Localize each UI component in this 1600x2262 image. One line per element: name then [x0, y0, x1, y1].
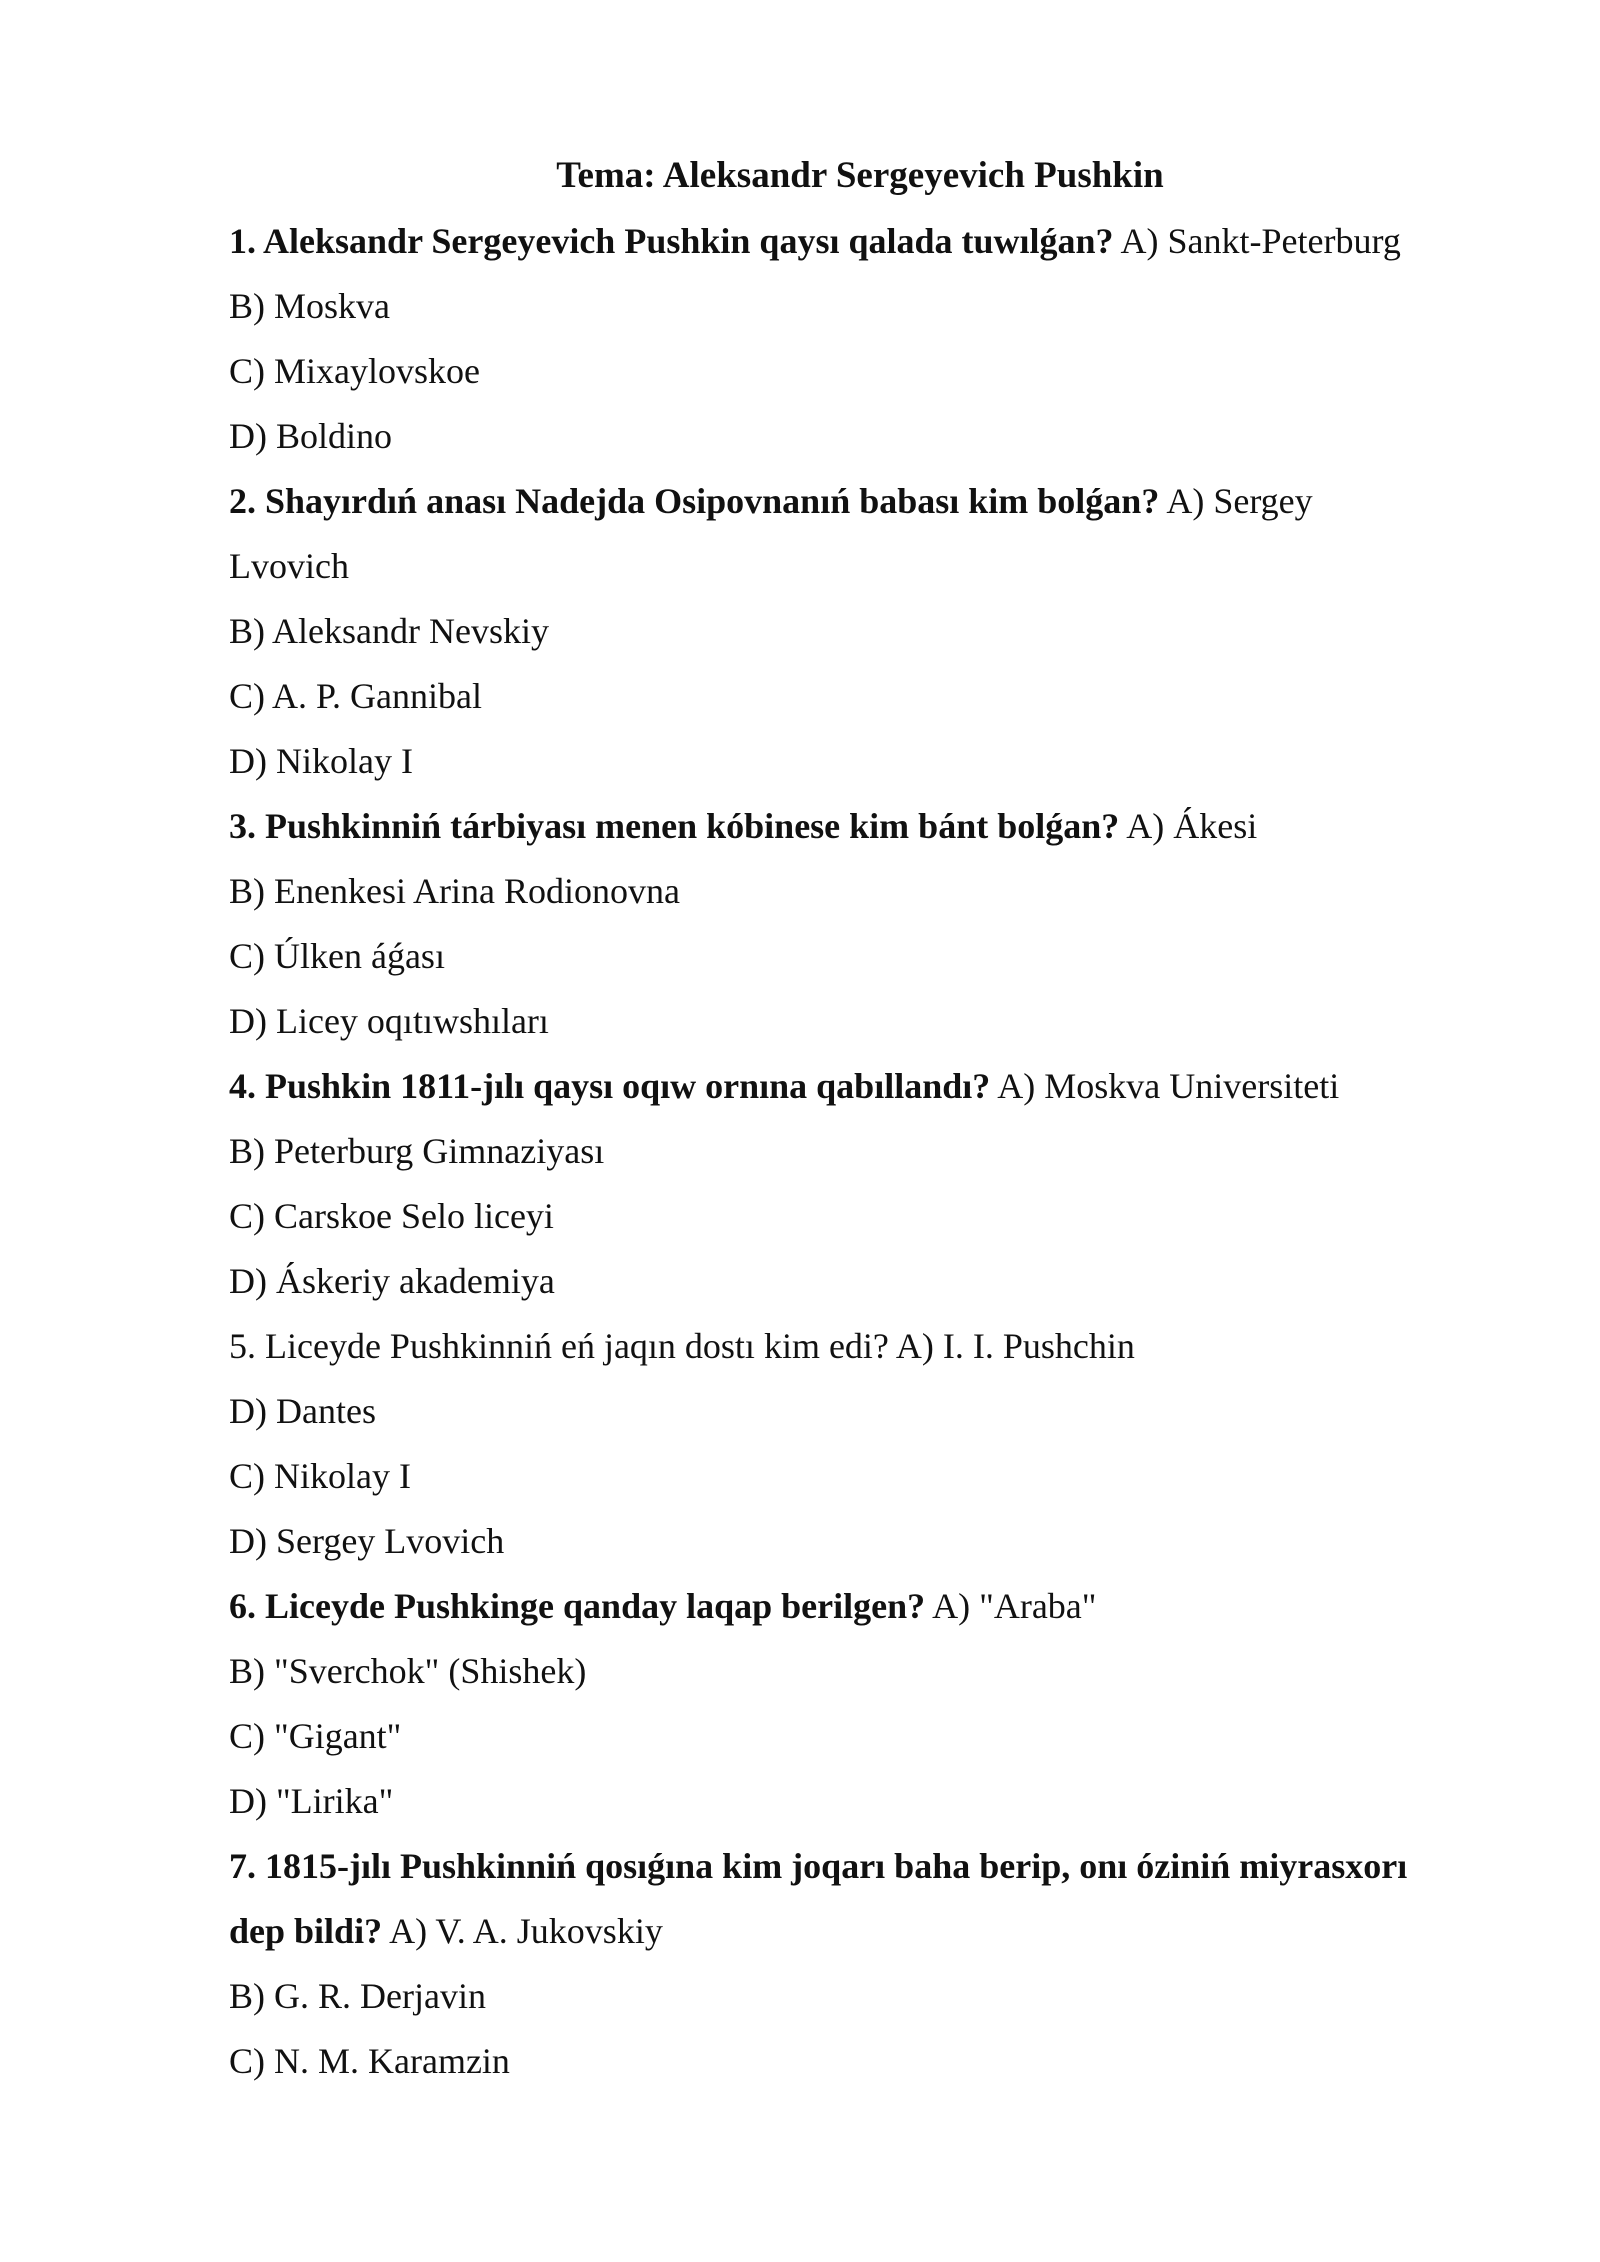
- question-1: [229, 215, 1479, 280]
- question-6-option-a: A) "Araba": [932, 1586, 1097, 1626]
- question-1-option-b: B) Moskva: [229, 286, 390, 326]
- question-3-text: 3. Pushkinniń tárbiyası menen kóbinese kim bánt bolǵan?: [229, 806, 1120, 846]
- question-1-option-a: A) Sankt-Peterburg: [1120, 221, 1401, 261]
- question-6-option-d: D) "Lirika": [229, 1781, 394, 1821]
- question-3-option-d: D) Licey oqıtıwshıları: [229, 1001, 549, 1041]
- question-2-text: 2. Shayırdıń anası Nadejda Osipovnanıń babası kim bolǵan?: [229, 481, 1160, 521]
- question-3-option-c: C) Úlken áǵası: [229, 936, 445, 976]
- question-4-option-b: B) Peterburg Gimnaziyası: [229, 1131, 605, 1171]
- question-3-option-a: A) Ákesi: [1126, 806, 1258, 846]
- question-5-option-2: D) Dantes: [229, 1391, 376, 1431]
- question-2-option-a: A) Sergey: [1166, 481, 1313, 521]
- question-2-option-b: B) Aleksandr Nevskiy: [229, 611, 549, 651]
- question-6-option-c: C) "Gigant": [229, 1716, 402, 1756]
- question-5-text: 5. Liceyde Pushkinniń eń jaqın dostı kim edi?: [229, 1326, 889, 1366]
- question-7-text-line1: 7. 1815-jılı Pushkinniń qosıǵına kim joqarı baha berip, onı óziniń miyrasxorı: [229, 1846, 1408, 1886]
- question-1-option-c: C) Mixaylovskoe: [229, 351, 480, 391]
- question-4-option-d: D) Áskeriy akademiya: [229, 1261, 555, 1301]
- question-1-text: 1. Aleksandr Sergeyevich Pushkin qaysı qalada tuwılǵan?: [229, 221, 1114, 261]
- question-7-option-c: C) N. M. Karamzin: [229, 2041, 510, 2081]
- question-list: [229, 215, 1479, 2100]
- question-6: [229, 1580, 1479, 1645]
- question-7-text-line2: dep bildi?: [229, 1911, 383, 1951]
- question-4-text: 4. Pushkin 1811-jılı qaysı oqıw ornına qabıllandı?: [229, 1066, 991, 1106]
- question-6-option-b: B) "Sverchok" (Shishek): [229, 1651, 587, 1691]
- question-6-text: 6. Liceyde Pushkinge qanday laqap berilgen?: [229, 1586, 926, 1626]
- question-5: [229, 1320, 1479, 1385]
- question-5-option-3: C) Nikolay I: [229, 1456, 411, 1496]
- question-4-option-a: A) Moskva Universiteti: [997, 1066, 1340, 1106]
- question-3: [229, 800, 1479, 865]
- question-5-option-a: A) I. I. Pushchin: [895, 1326, 1135, 1366]
- question-2: [229, 475, 1479, 540]
- question-5-option-4: D) Sergey Lvovich: [229, 1521, 505, 1561]
- question-7-option-b: B) G. R. Derjavin: [229, 1976, 486, 2016]
- question-4-option-c: C) Carskoe Selo liceyi: [229, 1196, 554, 1236]
- question-7: [229, 1905, 1479, 1970]
- question-3-option-b: B) Enenkesi Arina Rodionovna: [229, 871, 680, 911]
- question-2-option-c: C) A. P. Gannibal: [229, 676, 483, 716]
- question-1-option-d: D) Boldino: [229, 416, 393, 456]
- question-4: [229, 1060, 1479, 1125]
- question-7-option-a: A) V. A. Jukovskiy: [389, 1911, 663, 1951]
- question-2-option-a-continued: Lvovich: [229, 546, 349, 586]
- question-2-option-d: D) Nikolay I: [229, 741, 413, 781]
- document-title: Tema: Aleksandr Sergeyevich Pushkin: [556, 155, 1164, 196]
